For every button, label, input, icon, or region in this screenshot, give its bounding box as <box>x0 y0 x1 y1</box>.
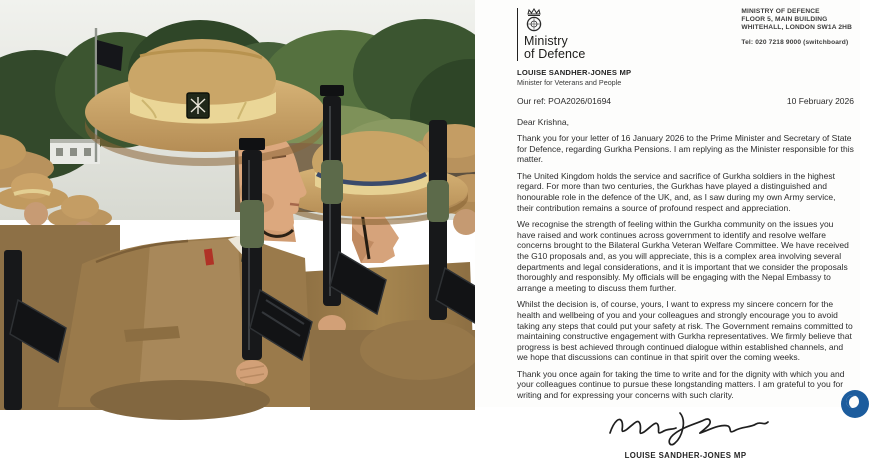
our-ref: Our ref: POA2026/01694 <box>517 96 612 106</box>
paragraph: We recognise the strength of feeling within the Gurkha community on the issues you have raised and work continues across government to identify and resolve welfare concerns brought to the Bilateral Gurkha Veteran Welfare Committee. We have received the G10 proposals and, as you will appreciate, this is a complex area involving several departments and legal considerations, and it is important that we consider the proposals thoroughly and responsibly. My officials will be engaging with the Nepal Embassy to arrange a meeting to discuss them further. <box>517 219 849 293</box>
salutation: Dear Krishna, <box>517 117 569 127</box>
signoff-name: LOUISE SANDHER-JONES MP <box>624 450 747 460</box>
address-line: FLOOR 5, MAIN BUILDING <box>741 16 828 23</box>
building <box>50 139 100 164</box>
gurkha-parade-scene <box>0 0 475 407</box>
paragraph: Thank you for your letter of 16 January 2026 to the Prime Minister and Secretary of State for Defence, regarding Gurkha Pensions. I am replying as the Minister responsible for this matter. <box>517 133 854 165</box>
mod-letter <box>475 0 860 460</box>
sender-title: Minister for Veterans and People <box>517 78 622 87</box>
sender-block <box>517 68 854 87</box>
mod-logo-line1: Ministry <box>524 34 568 48</box>
partial-logo-watermark <box>841 390 869 418</box>
address-line: MINISTRY OF DEFENCE <box>741 8 820 15</box>
paragraph: The United Kingdom holds the service and sacrifice of Gurkha soldiers in the highest regard. For more than two centuries, the Gurkhas have played a distinguished and honourable role in the defence of the UK, and, as I saw during my own Army service, their contribution remains a source of profound respect and appreciation. <box>517 170 836 213</box>
paragraph: Whilst the decision is, of course, yours, I want to express my sincere concern for the health and wellbeing of you and your colleagues and strongly encourage you to avoid taking any steps that could put your safety at risk. The Government remains committed to maintaining constructive engagement with Gurkha representatives. We firmly believe that progress is best achieved through continued dialogue within established channels, and we hope that discussions can continue in that spirit over the coming weeks. <box>517 299 853 363</box>
gurkha-parade-photo <box>0 0 475 407</box>
handwritten-signature <box>602 405 770 445</box>
paragraph: Thank you once again for taking the time to write and for the dignity with which you and your colleagues continue to pursue these longstanding matters. I am grateful to you for writing and for expressing your concerns with such clarity. <box>517 368 845 401</box>
sender-name: LOUISE SANDHER-JONES MP <box>517 68 632 77</box>
letterhead <box>517 8 854 61</box>
signature-block <box>517 405 854 450</box>
telephone-line: Tel: 020 7218 9000 (switchboard) <box>741 39 849 46</box>
mod-logo <box>517 8 585 61</box>
mod-logo-text <box>524 35 585 61</box>
letter-date: 10 February 2026 <box>786 96 854 106</box>
letter-body <box>517 133 854 401</box>
mod-logo-line2: of Defence <box>524 47 586 61</box>
address-line: WHITEHALL, LONDON SW1A 2HB <box>741 24 852 31</box>
address-block <box>741 8 852 47</box>
reference-row <box>517 96 854 106</box>
mod-crest-icon <box>524 8 544 33</box>
